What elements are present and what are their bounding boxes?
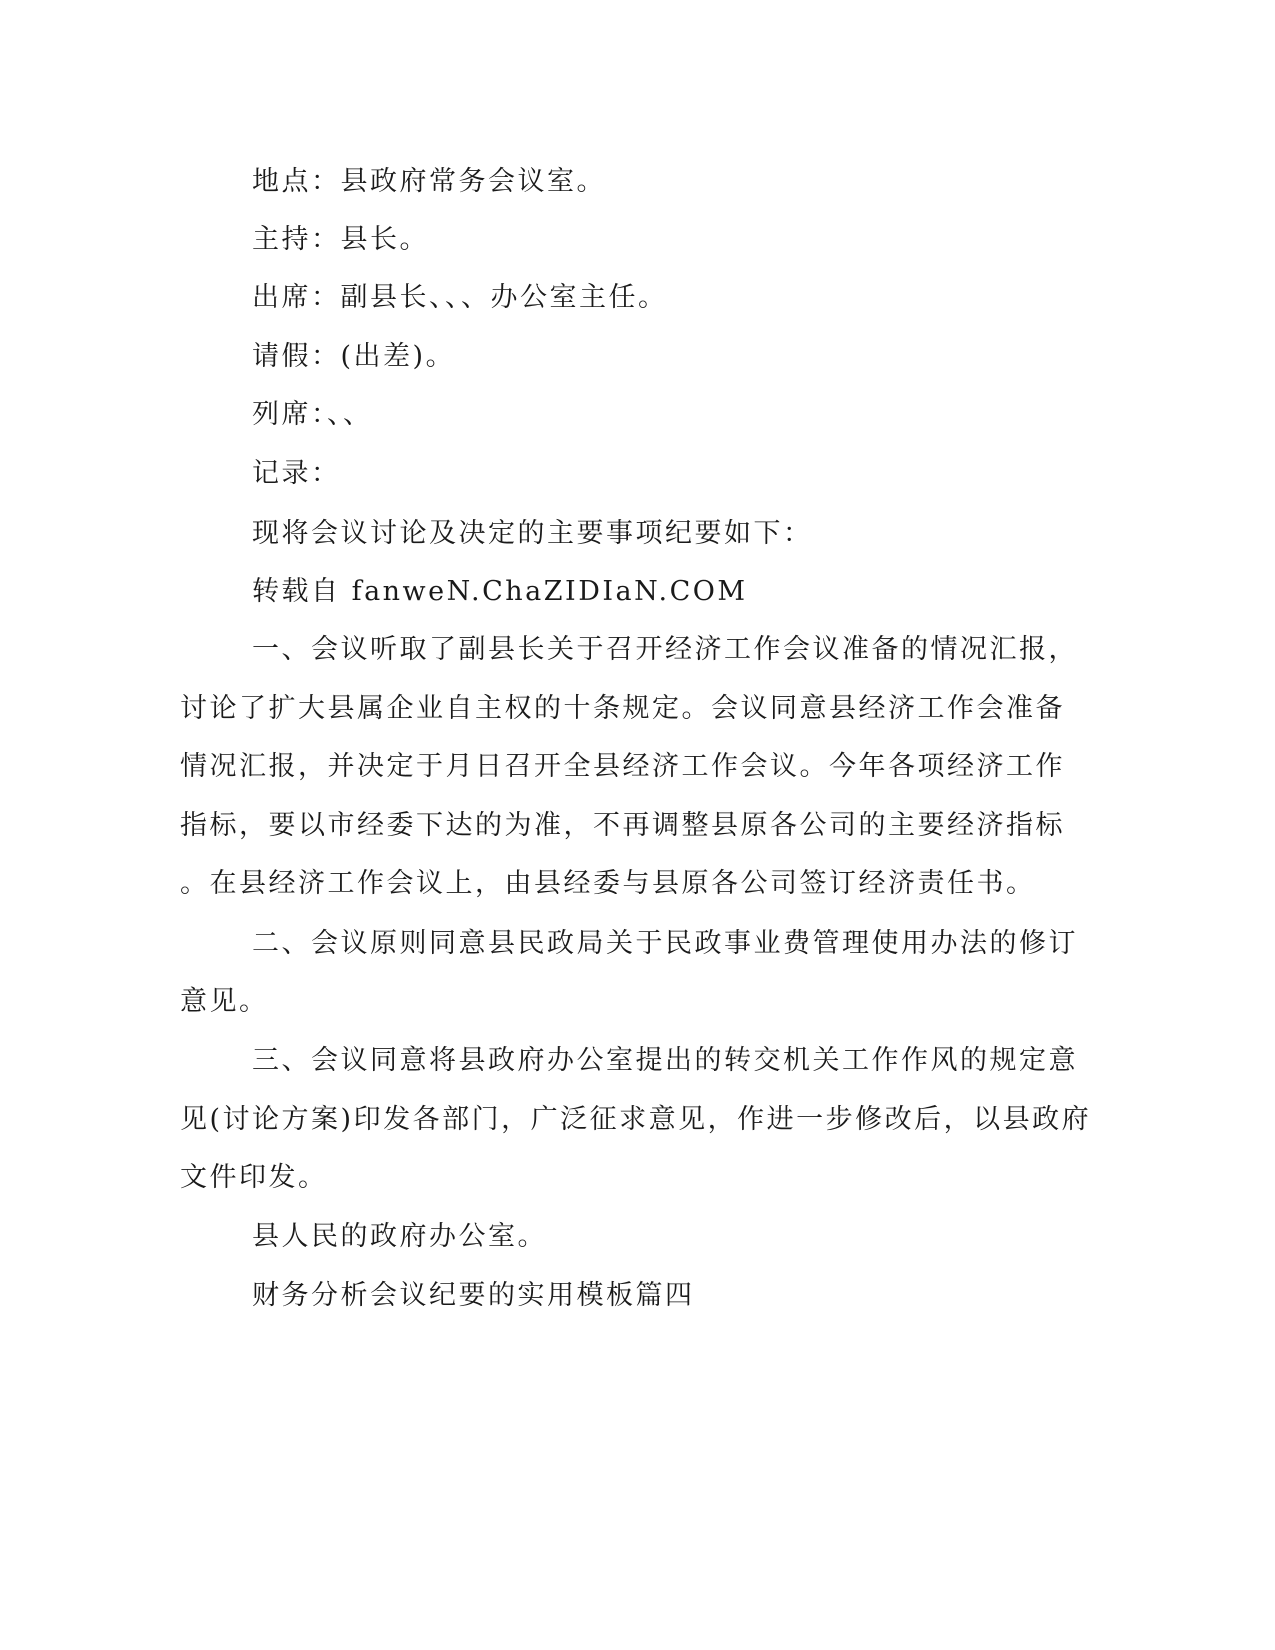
item-two-line-1: 二、会议原则同意县民政局关于民政事业费管理使用办法的修订 [252, 928, 1078, 959]
item-one-line-2: 讨论了扩大县属企业自主权的十条规定。会议同意县经济工作会准备 [180, 693, 1065, 724]
item-one-line-3: 情况汇报，并决定于月日召开全县经济工作会议。今年各项经济工作 [180, 751, 1065, 782]
meeting-recorder: 记录： [252, 458, 341, 489]
item-one-line-5: 。在县经济工作会议上，由县经委与县原各公司签订经济责任书。 [180, 868, 1036, 899]
item-three-line-3: 文件印发。 [180, 1162, 328, 1193]
summary-intro: 现将会议讨论及决定的主要事项纪要如下： [252, 518, 813, 549]
item-two-line-2: 意见。 [180, 986, 269, 1017]
meeting-location: 地点：县政府常务会议室。 [252, 166, 606, 197]
meeting-attendees: 出席：副县长、、、办公室主任。 [252, 282, 668, 313]
item-three-line-2: 见(讨论方案)印发各部门，广泛征求意见，作进一步修改后，以县政府 [180, 1104, 1092, 1135]
item-one-line-4: 指标，要以市经委下达的为准，不再调整县原各公司的主要经济指标 [180, 810, 1065, 841]
meeting-leave: 请假：(出差)。 [252, 341, 456, 372]
source-note: 转载自 fanweN.ChaZIDIaN.COM [252, 576, 748, 607]
issuing-office: 县人民的政府办公室。 [252, 1221, 547, 1252]
next-section-title: 财务分析会议纪要的实用模板篇四 [252, 1280, 695, 1311]
meeting-host: 主持：县长。 [252, 224, 429, 255]
meeting-observers: 列席：、、 [252, 399, 373, 430]
item-one-line-1: 一、会议听取了副县长关于召开经济工作会议准备的情况汇报， [252, 634, 1078, 665]
item-three-line-1: 三、会议同意将县政府办公室提出的转交机关工作作风的规定意 [252, 1045, 1078, 1076]
